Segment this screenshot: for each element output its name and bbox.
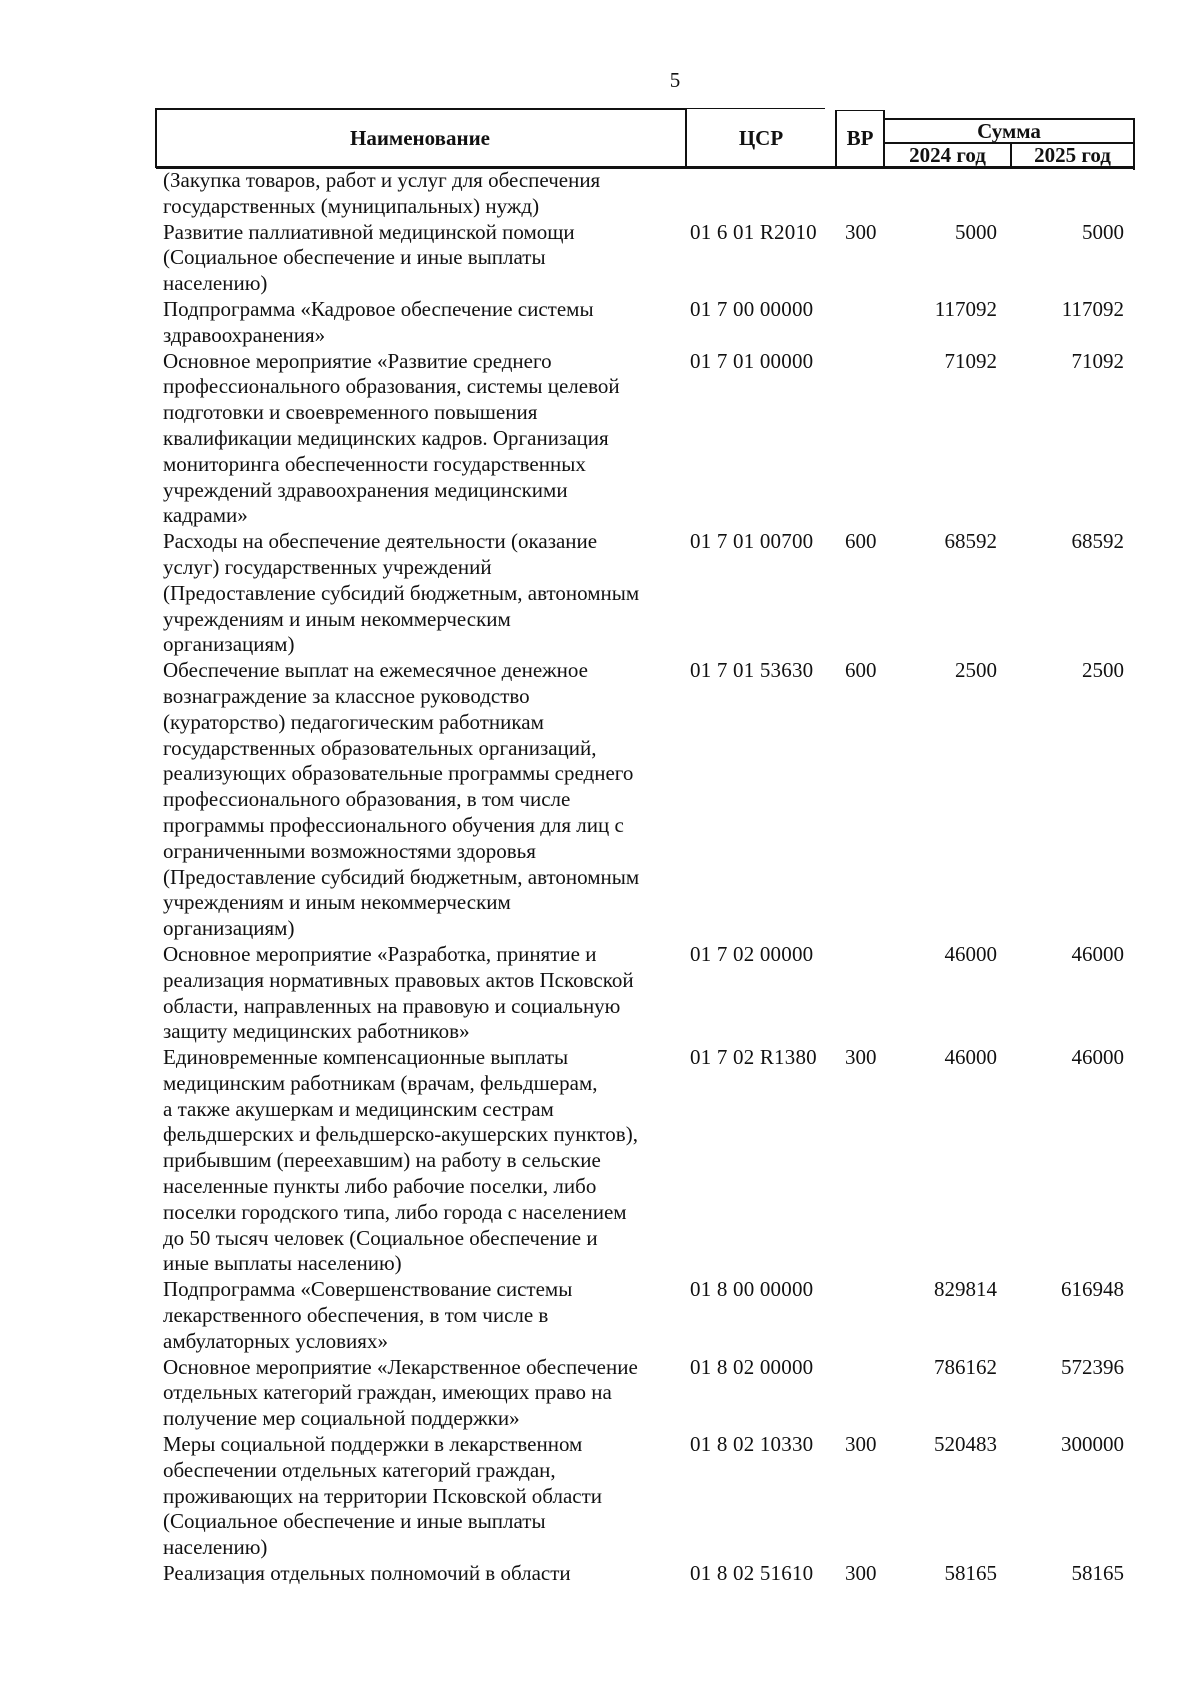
- row-name-line: прибывшим (переехавшим) на работу в сельские: [163, 1148, 601, 1173]
- row-name: [163, 220, 673, 297]
- row-name-line: подготовки и своевременного повышения: [163, 400, 538, 425]
- row-name-line: фельдшерских и фельдшерско-акушерских пунктов),: [163, 1122, 638, 1147]
- row-name-line: Расходы на обеспечение деятельности (оказание: [163, 529, 598, 554]
- row-sum-2024: 5000: [955, 219, 997, 244]
- table-body: [0, 168, 1200, 1587]
- row-name-line: населенные пункты либо рабочие поселки, либо: [163, 1174, 597, 1199]
- row-sum-2024: 46000: [944, 1045, 997, 1070]
- table-header: [155, 108, 1135, 172]
- row-csr: 01 8 02 10330: [690, 1432, 814, 1457]
- row-vr: 300: [845, 1432, 877, 1457]
- row-name-line: защиту медицинских работников»: [163, 1019, 470, 1044]
- row-csr: 01 7 02 00000: [690, 941, 814, 966]
- row-sum-2025: 2500: [1082, 658, 1124, 683]
- row-name: [163, 1561, 673, 1587]
- row-sum-2025: 46000: [1071, 941, 1124, 966]
- row-name-line: поселки городского типа, либо города с населением: [163, 1199, 627, 1224]
- row-sum-2025: 117092: [1061, 296, 1124, 321]
- row-name-line: Меры социальной поддержки в лекарственном: [163, 1432, 583, 1457]
- row-vr: 300: [845, 1561, 877, 1586]
- table-row: [0, 1355, 1200, 1432]
- row-vr: 300: [845, 1045, 877, 1070]
- row-name-line: программы профессионального обучения для лиц с: [163, 812, 624, 837]
- row-sum-2024: 829814: [934, 1277, 997, 1302]
- row-name-line: учреждениям и иным некоммерческим: [163, 606, 511, 631]
- page-number: 5: [669, 68, 681, 92]
- row-vr: 600: [845, 529, 877, 554]
- row-csr: 01 8 02 51610: [690, 1561, 814, 1586]
- row-name-line: области, направленных на правовую и социальную: [163, 993, 621, 1018]
- table-row: [0, 1277, 1200, 1354]
- row-name-line: медицинским работникам (врачам, фельдшерам,: [163, 1070, 598, 1095]
- row-name: [163, 1045, 673, 1277]
- table-row: [0, 529, 1200, 658]
- row-name: [163, 1355, 673, 1432]
- row-sum-2025: 58165: [1071, 1561, 1124, 1586]
- row-name: [163, 168, 673, 220]
- row-name: [163, 942, 673, 1045]
- row-name-line: до 50 тысяч человек (Социальное обеспечение и: [163, 1225, 598, 1250]
- row-name-line: (Предоставление субсидий бюджетным, автономным: [163, 864, 640, 889]
- row-name-line: отдельных категорий граждан, имеющих право на: [163, 1380, 612, 1405]
- row-name-line: а также акушеркам и медицинским сестрам: [163, 1096, 554, 1121]
- table-row: [0, 1432, 1200, 1561]
- row-name-line: государственных образовательных организаций,: [163, 735, 597, 760]
- row-name-line: (Социальное обеспечение и иные выплаты: [163, 1509, 546, 1534]
- row-vr: 300: [845, 219, 877, 244]
- row-csr: 01 7 01 53630: [690, 658, 814, 683]
- row-sum-2025: 5000: [1082, 219, 1124, 244]
- col-header-vr: ВР: [846, 125, 874, 150]
- row-name-line: (Предоставление субсидий бюджетным, автономным: [163, 580, 640, 605]
- row-name-line: реализующих образовательные программы среднего: [163, 761, 634, 786]
- row-name-line: (Закупка товаров, работ и услуг для обеспечения: [163, 168, 601, 192]
- row-sum-2024: 46000: [944, 941, 997, 966]
- col-header-csr: ЦСР: [738, 125, 784, 150]
- row-sum-2024: 786162: [934, 1354, 997, 1379]
- row-name-line: проживающих на территории Псковской области: [163, 1483, 603, 1508]
- row-name-line: здравоохранения»: [163, 322, 326, 347]
- row-sum-2025: 71092: [1071, 348, 1124, 373]
- row-name-line: учреждений здравоохранения медицинскими: [163, 477, 568, 502]
- table-row: [0, 942, 1200, 1045]
- row-csr: 01 6 01 R2010: [690, 219, 817, 244]
- row-name: [163, 349, 673, 530]
- row-sum-2024: 520483: [934, 1432, 997, 1457]
- row-name-line: организациям): [163, 632, 295, 657]
- row-csr: 01 8 00 00000: [690, 1277, 814, 1302]
- row-name-line: получение мер социальной поддержки»: [163, 1406, 520, 1431]
- table-row: [0, 168, 1200, 220]
- row-name-line: организациям): [163, 916, 295, 941]
- row-csr: 01 7 01 00000: [690, 348, 814, 373]
- row-name-line: Обеспечение выплат на ежемесячное денежное: [163, 658, 588, 683]
- row-name-line: (Социальное обеспечение и иные выплаты: [163, 245, 546, 270]
- row-name-line: амбулаторных условиях»: [163, 1328, 388, 1353]
- row-name-line: услуг) государственных учреждений: [163, 554, 492, 579]
- row-name: [163, 1277, 673, 1354]
- row-name-line: мониторинга обеспеченности государственных: [163, 451, 586, 476]
- col-header-2025: 2025 год: [1034, 143, 1111, 167]
- row-name: [163, 1432, 673, 1561]
- table-row: [0, 658, 1200, 942]
- row-sum-2024: 71092: [944, 348, 997, 373]
- col-header-2024: 2024 год: [909, 143, 986, 167]
- row-name-line: ограниченными возможностями здоровья: [163, 838, 536, 863]
- row-csr: 01 7 02 R1380: [690, 1045, 817, 1070]
- row-sum-2024: 68592: [944, 529, 997, 554]
- row-name-line: Основное мероприятие «Развитие среднего: [163, 348, 552, 373]
- row-name-line: Основное мероприятие «Лекарственное обеспечение: [163, 1354, 638, 1379]
- row-name-line: вознаграждение за классное руководство: [163, 683, 530, 708]
- table-row: [0, 1045, 1200, 1277]
- table-row: [0, 349, 1200, 530]
- row-name-line: иные выплаты населению): [163, 1251, 402, 1276]
- row-name-line: (кураторство) педагогическим работникам: [163, 709, 544, 734]
- row-name-line: кадрами»: [163, 503, 248, 528]
- row-csr: 01 7 01 00700: [690, 529, 814, 554]
- row-name-line: государственных (муниципальных) нужд): [163, 193, 540, 218]
- row-name-line: Подпрограмма «Совершенствование системы: [163, 1277, 573, 1302]
- col-header-sum: Сумма: [977, 118, 1041, 143]
- row-sum-2025: 46000: [1071, 1045, 1124, 1070]
- table-row: [0, 297, 1200, 349]
- row-vr: 600: [845, 658, 877, 683]
- row-sum-2024: 58165: [944, 1561, 997, 1586]
- row-name-line: Основное мероприятие «Разработка, принятие и: [163, 941, 597, 966]
- row-name-line: населению): [163, 271, 268, 296]
- row-name-line: профессионального образования, системы целевой: [163, 374, 620, 399]
- row-name-line: Развитие паллиативной медицинской помощи: [163, 219, 575, 244]
- row-name-line: Подпрограмма «Кадровое обеспечение системы: [163, 296, 594, 321]
- row-sum-2025: 616948: [1061, 1277, 1124, 1302]
- row-name-line: лекарственного обеспечения, в том числе в: [163, 1303, 549, 1328]
- col-header-name: Наименование: [350, 125, 490, 150]
- row-name-line: обеспечении отдельных категорий граждан,: [163, 1457, 556, 1482]
- row-sum-2024: 117092: [934, 296, 997, 321]
- row-name-line: реализация нормативных правовых актов Псковской: [163, 967, 634, 992]
- row-name-line: учреждениям и иным некоммерческим: [163, 890, 511, 915]
- row-name-line: квалификации медицинских кадров. Организация: [163, 425, 609, 450]
- row-sum-2025: 300000: [1061, 1432, 1124, 1457]
- row-csr: 01 8 02 00000: [690, 1354, 814, 1379]
- row-name-line: профессионального образования, в том числе: [163, 787, 571, 812]
- row-sum-2025: 68592: [1071, 529, 1124, 554]
- row-name-line: Реализация отдельных полномочий в области: [163, 1561, 571, 1586]
- row-name: [163, 297, 673, 349]
- row-csr: 01 7 00 00000: [690, 296, 814, 321]
- table-row: [0, 1561, 1200, 1587]
- table-row: [0, 220, 1200, 297]
- row-sum-2024: 2500: [955, 658, 997, 683]
- row-name: [163, 529, 673, 658]
- row-name: [163, 658, 673, 942]
- row-name-line: Единовременные компенсационные выплаты: [163, 1045, 569, 1070]
- row-sum-2025: 572396: [1061, 1354, 1124, 1379]
- row-name-line: населению): [163, 1535, 268, 1560]
